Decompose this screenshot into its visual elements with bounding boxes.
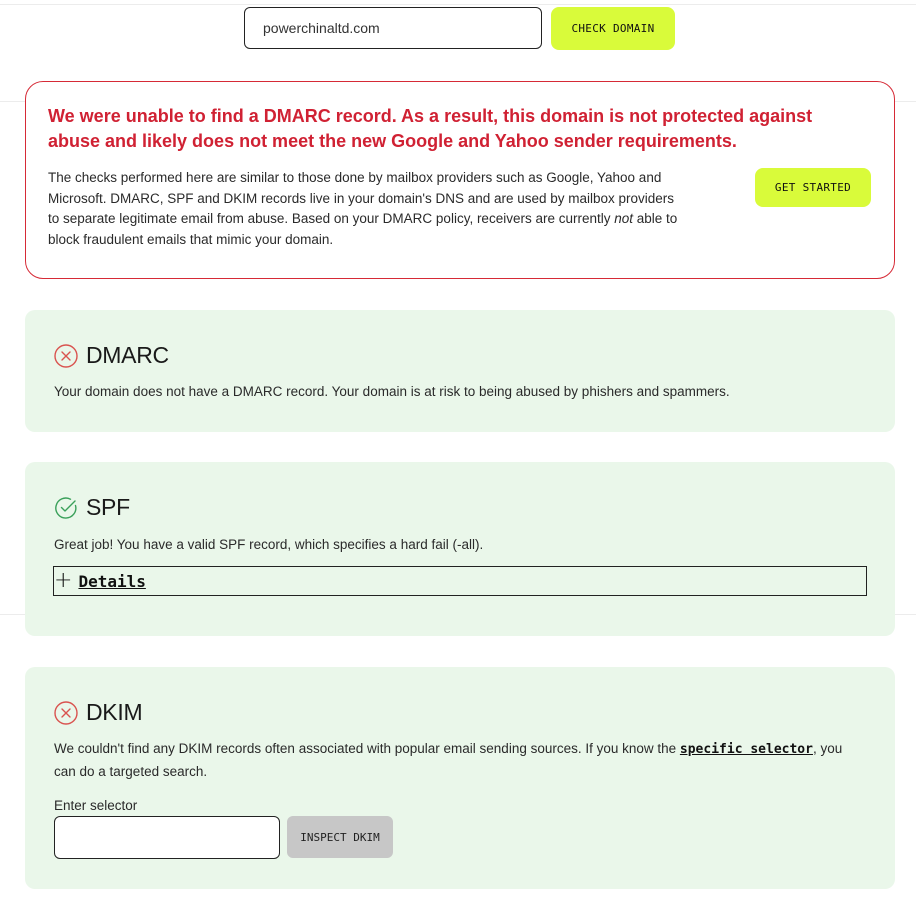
dmarc-title: DMARC	[86, 342, 169, 368]
dmarc-missing-alert	[25, 81, 895, 279]
alert-body-text: The checks performed here are similar to those done by mailbox providers such as Google, Yahoo and Microsoft. DMARC, SPF and DKIM records live in your domain's DNS and are used by mailbox providers to separate legitimate email from abuse. Based on your DMARC policy, receivers are currently	[48, 170, 675, 226]
plus-icon: +	[54, 568, 73, 593]
dkim-message-text-end: , you can do a targeted search.	[54, 741, 843, 779]
check-circle-icon	[54, 496, 78, 520]
inspect-dkim-button[interactable]: INSPECT DKIM	[287, 816, 393, 858]
dkim-message	[54, 738, 854, 783]
dmarc-message: Your domain does not have a DMARC record. Your domain is at risk to being abused by phishers and spammers.	[54, 384, 730, 399]
spf-details-toggle[interactable]	[53, 566, 867, 596]
dkim-card	[25, 667, 895, 889]
spf-title: SPF	[86, 494, 130, 520]
top-divider	[0, 4, 916, 5]
alert-body	[48, 168, 688, 250]
details-label: Details	[78, 571, 146, 591]
dkim-message-text: We couldn't find any DKIM records often associated with popular email sending sources. If you know the	[54, 741, 680, 756]
alert-body-text-end: able to block fraudulent emails that mimic your domain.	[48, 211, 678, 247]
specific-selector-link[interactable]: specific selector	[679, 742, 813, 757]
domain-input[interactable]	[244, 7, 542, 49]
error-circle-icon	[54, 344, 78, 368]
dmarc-card	[25, 310, 895, 432]
get-started-button[interactable]: GET STARTED	[755, 168, 871, 207]
dkim-title: DKIM	[86, 699, 143, 725]
dkim-header	[54, 699, 142, 726]
check-domain-button[interactable]: CHECK DOMAIN	[551, 7, 675, 50]
alert-title: We were unable to find a DMARC record. As a result, this domain is not protected against abuse and likely does not meet the new Google and Yahoo sender requirements.	[48, 106, 813, 151]
alert-body-emphasis: not	[614, 211, 634, 226]
dmarc-header	[54, 342, 169, 369]
selector-input[interactable]	[54, 816, 280, 859]
spf-message: Great job! You have a valid SPF record, which specifies a hard fail (-all).	[54, 537, 484, 552]
spf-card	[25, 462, 895, 636]
selector-label: Enter selector	[54, 798, 138, 813]
error-circle-icon	[54, 701, 78, 725]
spf-header	[54, 494, 130, 521]
